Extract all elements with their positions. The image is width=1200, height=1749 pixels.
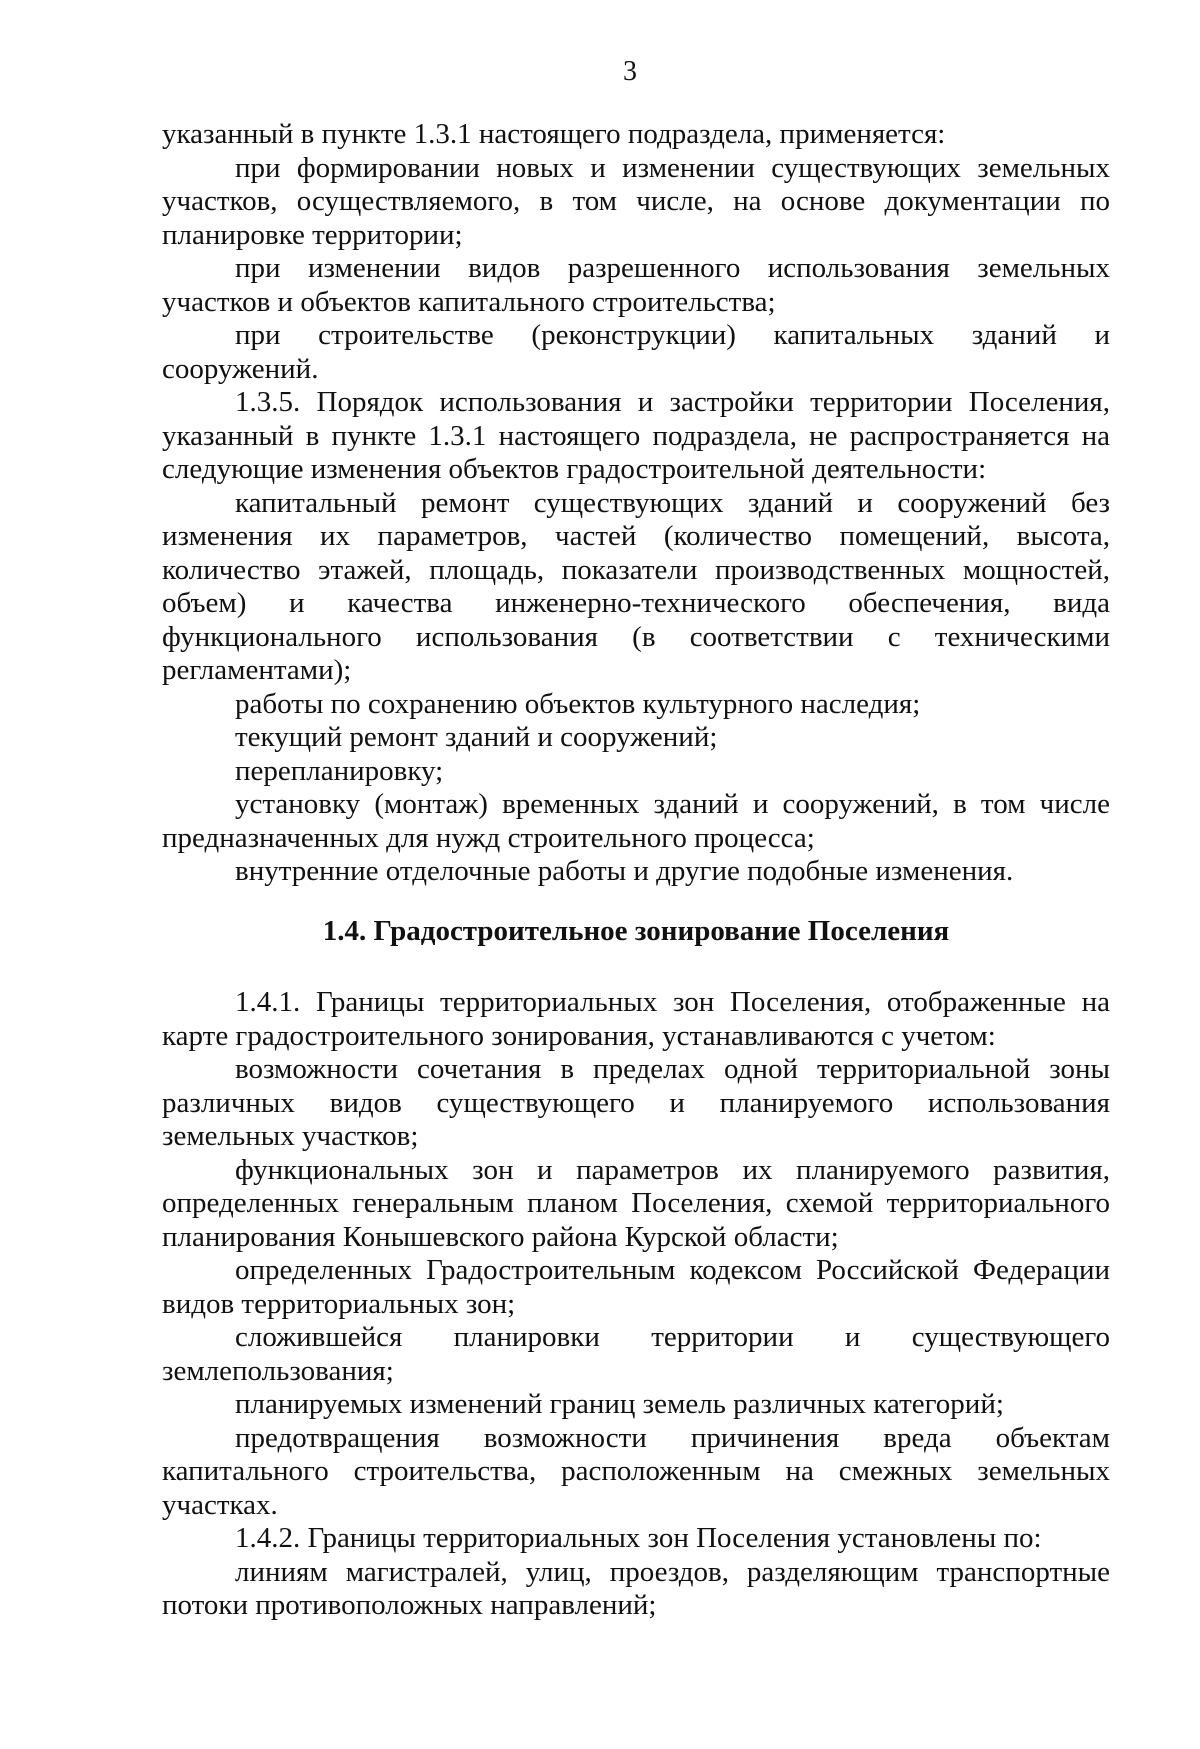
- paragraph: внутренние отделочные работы и другие подобные изменения.: [235, 855, 1014, 887]
- paragraph: перепланировку;: [235, 754, 444, 787]
- paragraph: указанный в пункте 1.3.1 настоящего подраздела, применяется:: [162, 118, 946, 150]
- section-heading: 1.4. Градостроительное зонирование Поселения: [322, 914, 950, 947]
- paragraph: при формировании новых и изменении существующих земельных участков, осуществляемого, в том числе, на основе документации по планировке территории;: [162, 151, 1110, 251]
- paragraph: линиям магистралей, улиц, проездов, разделяющим транспортные потоки противоположных направлений;: [162, 1555, 1110, 1621]
- paragraph: при изменении видов разрешенного использования земельных участков и объектов капитального строительства;: [162, 252, 1110, 318]
- paragraph: планируемых изменений границ земель различных категорий;: [235, 1388, 1004, 1420]
- paragraph: 1.3.5. Порядок использования и застройки территории Поселения, указанный в пункте 1.3.1 настоящего подраздела, не распространяется на следующие изменения объектов градостроительной деятельности:: [162, 386, 1110, 485]
- paragraph: возможности сочетания в пределах одной территориальной зоны различных видов существующего и планируемого использования земельных участков;: [162, 1053, 1110, 1152]
- paragraph: 1.4.1. Границы территориальных зон Поселения, отображенные на карте градостроительного зонирования, устанавливаются с учетом:: [162, 986, 1110, 1052]
- paragraph: установку (монтаж) временных зданий и сооружений, в том числе предназначенных для нужд строительного процесса;: [162, 788, 1110, 854]
- document-body: [162, 118, 1110, 1623]
- paragraph: сложившейся планировки территории и существующего землепользования;: [162, 1321, 1110, 1387]
- paragraph: работы по сохранению объектов культурного наследия;: [235, 687, 921, 720]
- paragraph: функциональных зон и параметров их планируемого развития, определенных генеральным планом Поселения, схемой территориального планирования Конышевского района Курской области;: [162, 1153, 1110, 1253]
- paragraph: предотвращения возможности причинения вреда объектам капитального строительства, расположенным на смежных земельных участках.: [162, 1421, 1110, 1521]
- paragraph: 1.4.2. Границы территориальных зон Поселения установлены по:: [235, 1522, 1042, 1554]
- paragraph: капитальный ремонт существующих зданий и сооружений без изменения их параметров, частей (количество помещений, высота, количество этажей, площадь, показатели производственных мощностей, объем) и качества инженерно-технического обеспечения, вида функционального использования (в соответствии с техническими регламентами);: [162, 486, 1110, 686]
- page-number: 3: [623, 56, 637, 87]
- paragraph: текущий ремонт зданий и сооружений;: [235, 721, 718, 753]
- paragraph: при строительстве (реконструкции) капитальных зданий и сооружений.: [162, 319, 1110, 385]
- paragraph: определенных Градостроительным кодексом Российской Федерации видов территориальных зон;: [162, 1254, 1110, 1320]
